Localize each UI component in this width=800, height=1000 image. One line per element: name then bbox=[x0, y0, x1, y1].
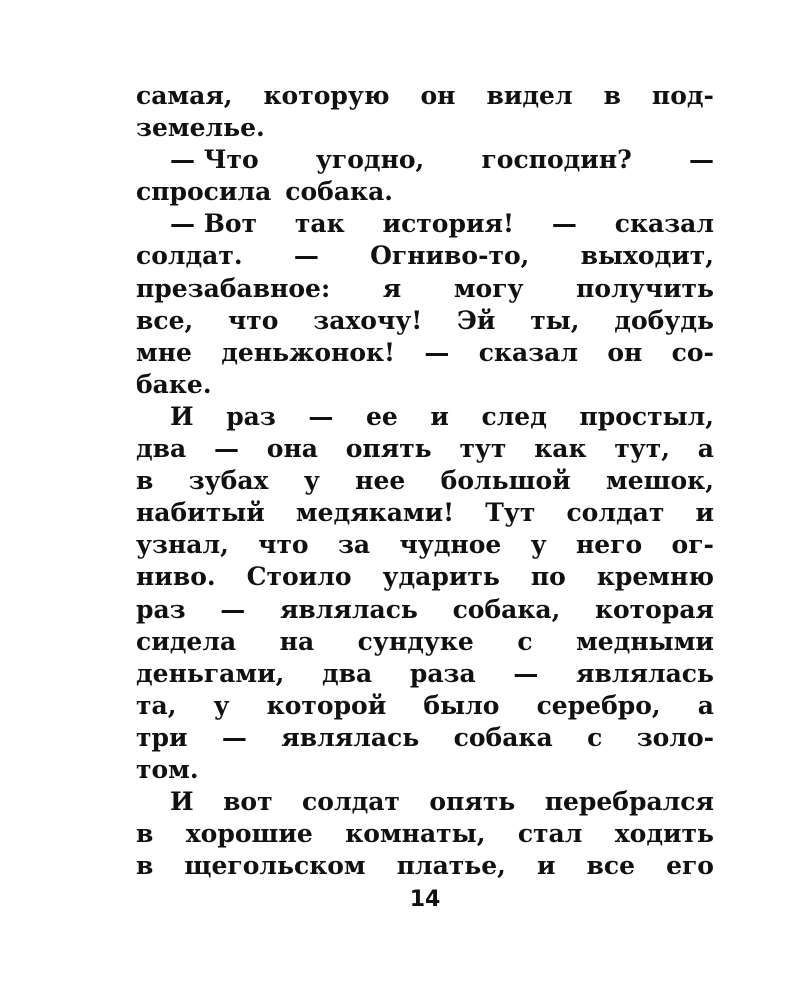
word: кремню bbox=[596, 562, 714, 592]
word: за bbox=[337, 530, 371, 560]
word: сундуке bbox=[357, 626, 474, 656]
word: платье, bbox=[396, 851, 506, 881]
word: медяками! bbox=[295, 498, 455, 528]
word: которую bbox=[263, 81, 390, 110]
word: стал bbox=[517, 819, 583, 849]
text-line bbox=[136, 433, 714, 465]
word: он bbox=[607, 337, 643, 367]
word: сказал bbox=[478, 337, 578, 367]
word: земелье. bbox=[136, 113, 265, 143]
word: простыл, bbox=[579, 401, 714, 431]
word: чудное bbox=[399, 530, 502, 560]
word: ее bbox=[365, 401, 398, 431]
word: в bbox=[136, 851, 154, 881]
word: сидела bbox=[136, 626, 237, 656]
text-line bbox=[136, 754, 714, 786]
text-line bbox=[136, 176, 714, 208]
word: господин? bbox=[481, 145, 632, 175]
word: него bbox=[576, 530, 643, 560]
text-line bbox=[136, 561, 714, 593]
word: два bbox=[136, 434, 187, 464]
word: раз bbox=[226, 401, 276, 431]
word: спросила bbox=[136, 177, 272, 207]
text-line bbox=[136, 626, 714, 658]
word: по bbox=[530, 562, 566, 592]
word: медными bbox=[576, 626, 714, 656]
word: солдат bbox=[566, 498, 665, 528]
text-line bbox=[136, 401, 714, 433]
word: — bbox=[424, 337, 450, 367]
word: — bbox=[551, 209, 577, 239]
word: три bbox=[136, 722, 188, 752]
word: выходит, bbox=[580, 241, 714, 271]
word: Тут bbox=[485, 498, 536, 528]
word: — Вот bbox=[170, 209, 257, 239]
word: что bbox=[227, 305, 279, 335]
word: угодно, bbox=[315, 145, 425, 175]
text-line bbox=[136, 208, 714, 240]
word: собака bbox=[453, 722, 553, 752]
text-line bbox=[136, 722, 714, 754]
text-line bbox=[136, 497, 714, 529]
word: два bbox=[321, 658, 373, 688]
word: большой bbox=[440, 466, 571, 496]
text-line bbox=[136, 658, 714, 690]
word: сказал bbox=[614, 209, 714, 239]
word: — bbox=[689, 145, 714, 175]
word: она bbox=[266, 434, 318, 464]
word: его bbox=[666, 851, 714, 881]
word: и bbox=[536, 851, 556, 881]
word: собака. bbox=[285, 177, 394, 207]
word: тут, bbox=[614, 434, 671, 464]
word: комнаты, bbox=[345, 819, 486, 849]
word: в bbox=[603, 81, 621, 110]
word: след bbox=[481, 401, 547, 431]
text-line bbox=[136, 240, 714, 272]
word: узнал, bbox=[136, 530, 229, 560]
word: а bbox=[697, 690, 714, 720]
text-line bbox=[136, 465, 714, 497]
word: я bbox=[382, 273, 402, 303]
word: у bbox=[530, 530, 547, 560]
word: с bbox=[517, 626, 533, 656]
text-line bbox=[136, 80, 714, 112]
text-line bbox=[136, 786, 714, 818]
word: презабавное: bbox=[136, 273, 331, 303]
word: он bbox=[420, 81, 456, 110]
text-line bbox=[136, 112, 714, 144]
word: могу bbox=[453, 273, 524, 303]
word: ударить bbox=[382, 562, 500, 592]
word: ог- bbox=[671, 530, 714, 560]
word: набитый bbox=[136, 498, 265, 528]
word: Стоило bbox=[246, 562, 352, 592]
word: хорошие bbox=[185, 819, 313, 849]
text-line bbox=[136, 337, 714, 369]
text-line bbox=[136, 850, 714, 882]
word: ниво. bbox=[136, 562, 216, 592]
word: деньжонок! bbox=[221, 337, 396, 367]
word: та, bbox=[136, 690, 177, 720]
word: ты, bbox=[530, 305, 580, 335]
word: баке. bbox=[136, 369, 212, 399]
word: захочу! bbox=[313, 305, 423, 335]
word: ходить bbox=[614, 819, 714, 849]
word: видел bbox=[486, 81, 573, 110]
word: которой bbox=[266, 690, 387, 720]
word: было bbox=[423, 690, 500, 720]
word: — Что bbox=[170, 145, 259, 175]
word: получить bbox=[576, 273, 714, 303]
word: добудь bbox=[614, 305, 714, 335]
word: у bbox=[303, 466, 320, 496]
word: — bbox=[308, 401, 334, 431]
word: — bbox=[221, 722, 247, 752]
word: что bbox=[258, 530, 309, 560]
word: так bbox=[294, 209, 345, 239]
word: раз bbox=[136, 594, 186, 624]
word: опять bbox=[429, 787, 516, 817]
word: — bbox=[293, 241, 319, 271]
text-line bbox=[136, 818, 714, 850]
word: вот bbox=[223, 787, 273, 817]
word: тут bbox=[459, 434, 507, 464]
word: опять bbox=[345, 434, 432, 464]
text-line bbox=[136, 305, 714, 337]
word: и bbox=[695, 498, 714, 528]
text-line bbox=[136, 529, 714, 561]
word: в bbox=[136, 466, 154, 496]
word: солдат. bbox=[136, 241, 243, 271]
word: все, bbox=[136, 305, 194, 335]
text-line bbox=[136, 594, 714, 626]
word: как bbox=[534, 434, 587, 464]
text-line bbox=[136, 369, 714, 401]
word: на bbox=[279, 626, 315, 656]
word: а bbox=[697, 434, 714, 464]
word: серебро, bbox=[536, 690, 661, 720]
word: золо- bbox=[636, 722, 714, 752]
word: собака, bbox=[452, 594, 561, 624]
word: нее bbox=[355, 466, 406, 496]
word: мне bbox=[136, 337, 192, 367]
word: Эй bbox=[457, 305, 496, 335]
word: с bbox=[587, 722, 603, 752]
word: Огниво-то, bbox=[370, 241, 530, 271]
word: — bbox=[513, 658, 539, 688]
word: — bbox=[220, 594, 246, 624]
word: являлась bbox=[576, 658, 714, 688]
word: И bbox=[170, 401, 194, 431]
word: под- bbox=[651, 81, 714, 110]
word: зубах bbox=[188, 466, 269, 496]
word: раза bbox=[409, 658, 476, 688]
word: И bbox=[170, 787, 194, 817]
word: — bbox=[214, 434, 240, 464]
word: щегольском bbox=[184, 851, 366, 881]
text-body bbox=[136, 80, 714, 882]
word: являлась bbox=[281, 722, 420, 752]
text-line bbox=[136, 273, 714, 305]
page-number: 14 bbox=[409, 887, 441, 912]
word: которая bbox=[594, 594, 714, 624]
word: история! bbox=[382, 209, 514, 239]
word: все bbox=[586, 851, 636, 881]
word: деньгами, bbox=[136, 658, 285, 688]
word: у bbox=[213, 690, 230, 720]
word: солдат bbox=[302, 787, 400, 817]
word: том. bbox=[136, 754, 199, 784]
word: со- bbox=[671, 337, 714, 367]
word: и bbox=[430, 401, 449, 431]
word: являлась bbox=[279, 594, 418, 624]
word: в bbox=[136, 819, 154, 849]
text-line bbox=[136, 690, 714, 722]
word: мешок, bbox=[606, 466, 714, 496]
word: перебрался bbox=[544, 787, 714, 817]
text-line bbox=[136, 144, 714, 176]
word: самая, bbox=[136, 81, 233, 110]
